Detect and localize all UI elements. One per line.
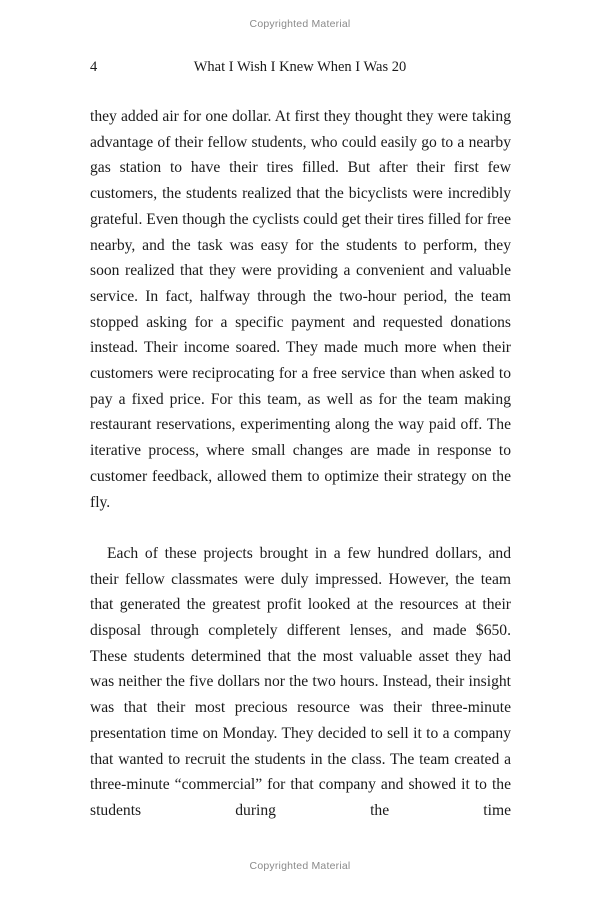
copyright-watermark-top: Copyrighted Material	[249, 18, 351, 30]
running-head	[90, 59, 510, 79]
copyright-watermark-bottom: Copyrighted Material	[249, 860, 351, 872]
paragraph: they added air for one dollar. At first they thought they were taking advantage of their fellow students, who could easily go to a nearby gas station to have their tires filled. But after their first few customers, the students realized that the bicyclists were incredibly grateful. Even though the cyclists could get their tires filled for free nearby, and the task was easy for the students to perform, they soon realized that they were providing a convenient and valuable service. In fact, halfway through the two-hour period, the team stopped asking for a specific payment and requested donations instead. Their income soared. They made much more when their customers were reciprocating for a free service than when asked to pay a fixed price. For this team, as well as for the team making restaurant reservations, experimenting along the way paid off. The iterative process, where small changes are made in response to customer feedback, allowed them to optimize their strategy on the fly.	[90, 108, 511, 511]
book-title: What I Wish I Knew When I Was 20	[193, 59, 407, 75]
paragraph: Each of these projects brought in a few hundred dollars, and their fellow classmates were duly impressed. However, the team that generated the greatest profit looked at the resources at their disposal through completely different lenses, and made $650. These students determined that the most valuable asset they had was neither the five dollars nor the two hours. Instead, their insight was that their most precious resource was their three-minute presentation time on Monday. They decided to sell it to a company that wanted to recruit the students in the class. The team created a three-minute “commercial” for that company and showed it to the students during the time	[90, 544, 511, 819]
page-number: 4	[90, 59, 98, 75]
body-text	[90, 104, 511, 849]
